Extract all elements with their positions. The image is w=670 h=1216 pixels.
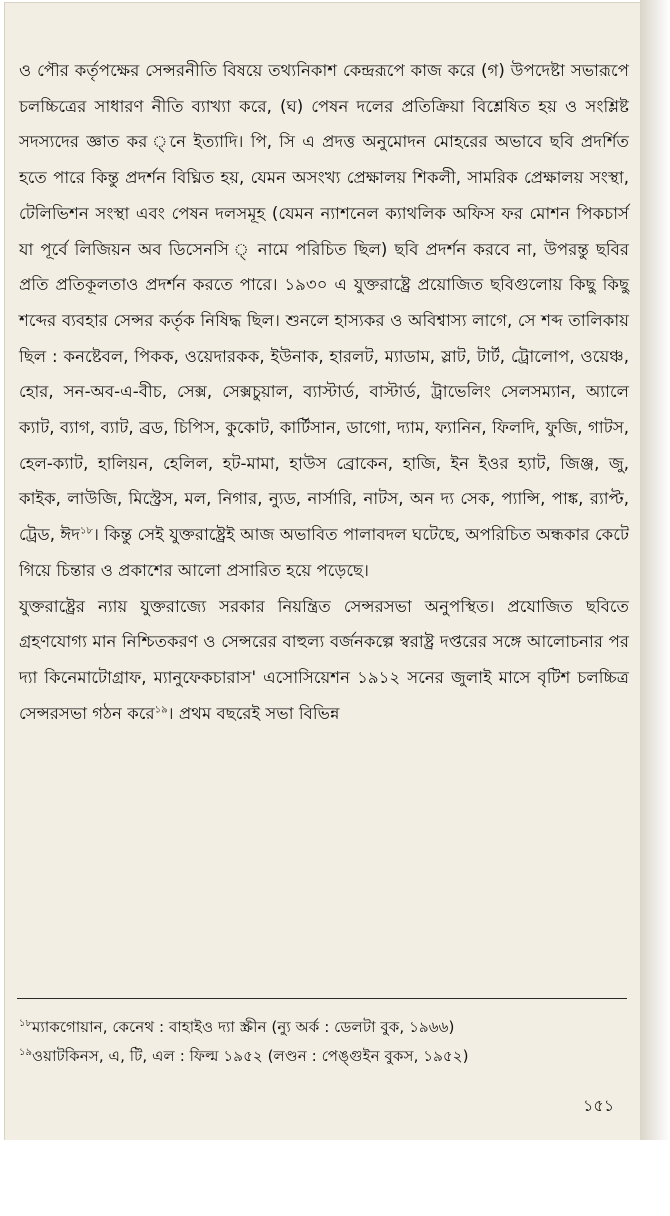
paragraph-2-tail: । প্রথম বছরেই সভা বিভিন্ন — [167, 703, 340, 723]
footnote-19 — [19, 1042, 629, 1071]
paragraph-1-tail: । কিন্তু সেই যুক্তরাষ্ট্রেই আজ অভাবিত পালাবদল ঘটেছে, অপরিচিত অন্ধকার কেটে গিয়ে চিন্তার ও প্রকাশের আলো প্রসারিত হয়ে পড়েছে। — [19, 525, 630, 580]
body-text — [19, 53, 629, 731]
page-bottom-margin — [0, 1140, 670, 1216]
footnote-ref-19: ১৯ — [154, 704, 168, 716]
footnote-text: ওয়াটকিনস, এ, টি, এল : ফিল্ম ১৯৫২ (লণ্ডন : পেঙ্গুইন বুকস, ১৯৫২) — [31, 1047, 469, 1065]
page-number: ১৫১ — [583, 1096, 615, 1115]
paragraph-2-text: যুক্তরাষ্ট্রের ন্যায় যুক্তরাজ্যে সরকার নিয়ন্ত্রিত সেন্সরসভা অনুপস্থিত। প্রযোজিত ছবিতে গ্রহণযোগ্য মান নিশ্চিতকরণ ও সেন্সরের বাহুল্য বর্জনকল্পে স্বরাষ্ট্র দপ্তরের সঙ্গে আলোচনার পর দ্যা কিনেমাটোগ্রাফ, ম্যানুফেকচারাস' এসোসিয়েশন ১৯১২ সনের জুলাই মাসে বৃটিশ চলচ্চিত্র সেন্সরসভা গঠন করে — [19, 596, 629, 723]
page-edge-shadow — [640, 0, 670, 1216]
footnote-divider — [17, 998, 627, 999]
footnotes — [19, 1013, 629, 1071]
paragraph-1 — [19, 53, 629, 589]
footnote-text: ম্যাকগোয়ান, কেনেথ : বাহাইও দ্যা স্ক্রীন (ন্যু অর্ক : ডেলটা বুক, ১৯৬৬) — [31, 1018, 455, 1036]
footnote-mark: ১৯ — [19, 1046, 32, 1058]
footnote-ref-18: ১৮ — [79, 525, 93, 537]
paragraph-1-text: ও পৌর কর্তৃপক্ষের সেন্সরনীতি বিষয়ে তথ্যনিকাশ কেন্দ্ররূপে কাজ করে (গ) উপদেষ্টা সভারূপে চলচ্চিত্রের সাধারণ নীতি ব্যাখ্যা করে, (ঘ) পেষন দলের প্রতিক্রিয়া বিশ্লেষিত হয় ও সংশ্লিষ্ট সদস্যদের জ্ঞাত কর ্নে ইত্যাদি। পি, সি এ প্রদত্ত অনুমোদন মোহরের অভাবে ছবি প্রদর্শিত হতে পারে কিন্তু প্রদর্শন বিঘ্নিত হয়, যেমন অসংখ্য প্রেক্ষালয় শিকলী, সামরিক প্রেক্ষালয় সংস্থা, টেলিভিশন সংস্থা এবং পেষন দলসমূহ (যেমন ন্যাশনেল ক্যাথলিক অফিস ফর মোশন পিকচার্স যা পূর্বে লিজিয়ন অব ডিসেনসি ্ নামে পরিচিত ছিল) ছবি প্রদর্শন করবে না, উপরন্তু ছবির প্রতি প্রতিকূলতাও প্রদর্শন করতে পারে। ১৯৩০ এ যুক্তরাষ্ট্রে প্রয়োজিত ছবিগুলোয় কিছু কিছু শব্দের ব্যবহার সেন্সর কর্তৃক নিষিদ্ধ ছিল। শুনলে হাস্যকর ও অবিশ্বাস্য লাগে, সে শব্দ তালিকায় ছিল : কনষ্টেবল, পিকক, ওয়েদারকক, ইউনাক, হারলট, ম্যাডাম, স্লাট, টার্ট, ট্রোলোপ, ওয়েঞ্চ, হোর, সন-অব-এ-বীচ, সেক্স, সেক্সচুয়াল, ব্যাস্টার্ড, বাস্টার্ড, ট্রাভেলিং সেলসম্যান, অ্যালে ক্যাট, ব্যাগ, ব্যাট, ব্রড, চিপিস, কুকোট, কার্টিসান, ডাগো, দ্যাম, ফ্যানিন, ফিলদি, ফুজি, গাটস, হেল-ক্যাট, হালিয়ন, হেলিল, হট-মামা, হাউস ব্রোকেন, হাজি, ইন ইওর হ্যাট, জিঞ্জ, জু, কাইক, লাউজি, মিস্ট্রেস, মল, নিগার, ন্যুড, নার্সারি, নাটস, অন দ্য সেক, প্যান্সি, পাঙ্ক, র‍্যাপ্ট, ট্রেড, ঈদ — [19, 61, 629, 545]
footnote-18 — [19, 1013, 629, 1042]
paragraph-2 — [19, 589, 629, 732]
footnote-mark: ১৮ — [19, 1017, 32, 1029]
book-page — [4, 2, 644, 1142]
